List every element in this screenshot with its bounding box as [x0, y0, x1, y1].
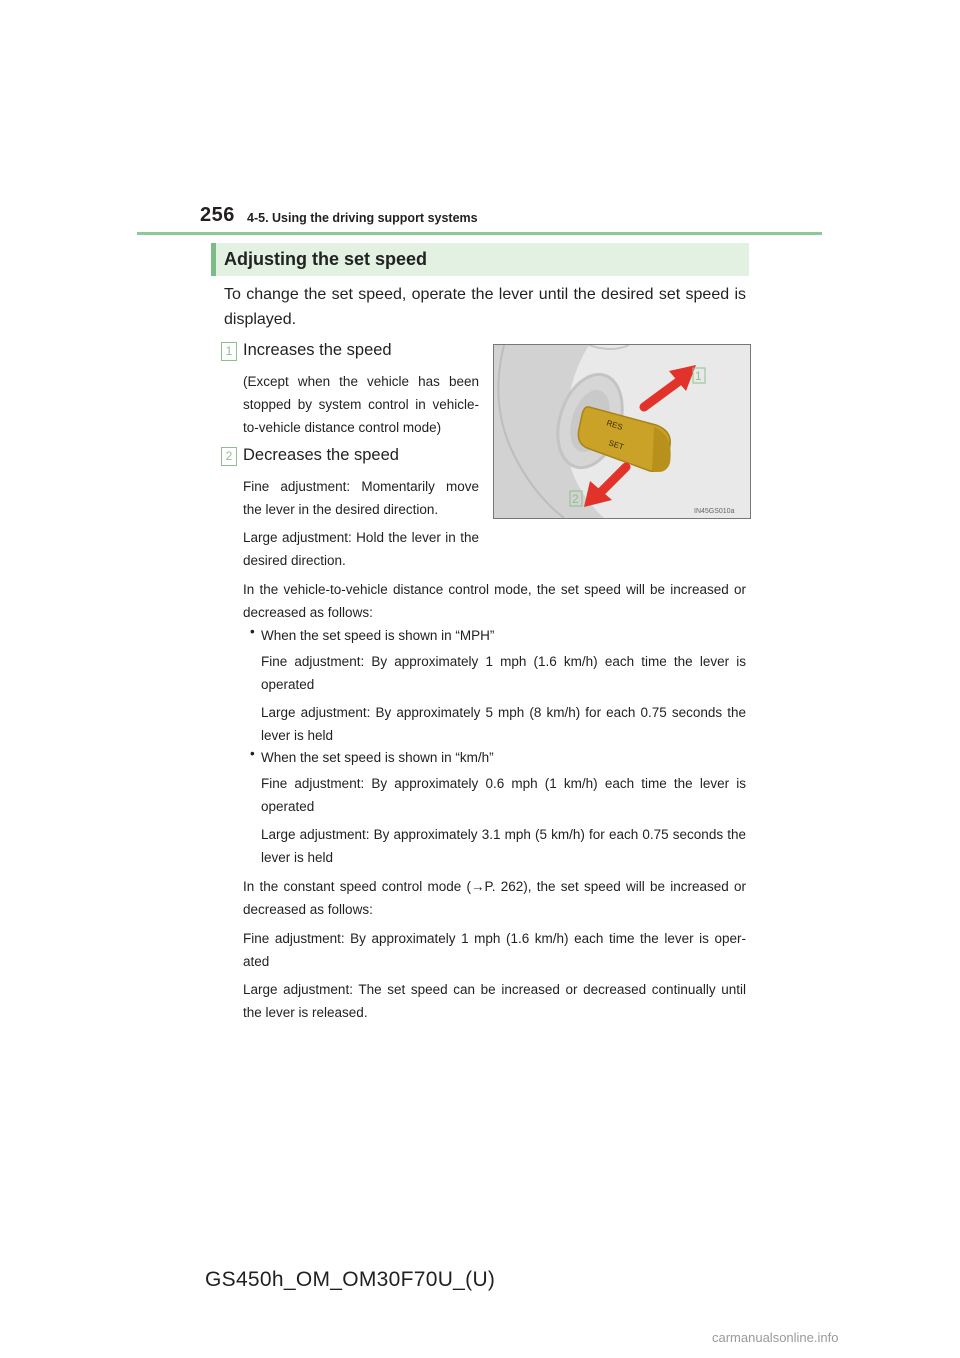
- watermark-link[interactable]: carmanualsonline.info: [712, 1330, 839, 1345]
- lever-label-set: SET: [607, 438, 625, 452]
- number-1-icon: 1: [221, 342, 237, 361]
- v2v-mph-fine: Fine adjustment: By approximately 1 mph (1.6 km/h) each time the lever is operated: [261, 654, 746, 692]
- number-2-icon: 2: [221, 447, 237, 466]
- constant-large: Large adjustment: The set speed can be increased or decreased continually until the lever is released.: [243, 982, 746, 1020]
- header-divider: [137, 232, 822, 235]
- callout-2: 2: [572, 492, 579, 506]
- item-1-note: (Except when the vehicle has been stopped by system control in vehicle-to-vehicle distance control mode): [243, 374, 479, 435]
- heading-accent-bar: [211, 243, 216, 276]
- section-heading: Adjusting the set speed: [224, 249, 428, 269]
- constant-fine: Fine adjustment: By approximately 1 mph (1.6 km/h) each time the lever is oper- ated: [243, 931, 746, 969]
- v2v-intro: In the vehicle-to-vehicle distance control mode, the set speed will be increased or decreased as follows:: [243, 582, 746, 620]
- bullet-kmh-icon: •: [250, 746, 255, 761]
- item-1-badge: [221, 342, 237, 361]
- lever-illustration: [493, 344, 751, 519]
- lever-illustration-svg: [494, 345, 750, 518]
- section-title: 4-5. Using the driving support systems: [247, 211, 478, 225]
- callout-1: 1: [695, 369, 702, 383]
- item-1-title: Increases the speed: [243, 341, 392, 359]
- page-number: 256: [200, 204, 235, 226]
- v2v-mph-large: Large adjustment: By approximately 5 mph (8 km/h) for each 0.75 seconds the lever is held: [261, 705, 746, 743]
- lever-label-res: RES: [605, 418, 624, 432]
- item-2-large-adjustment: Large adjustment: Hold the lever in the desired direction.: [243, 530, 479, 568]
- v2v-kmh-fine: Fine adjustment: By approximately 0.6 mph (1 km/h) each time the lever is operated: [261, 776, 746, 814]
- arrow-right-icon: →: [471, 879, 485, 894]
- v2v-mph-bullet: When the set speed is shown in “MPH”: [261, 628, 495, 643]
- figure-code: IN45GS010a: [694, 508, 735, 515]
- item-2-title: Decreases the speed: [243, 446, 399, 464]
- document-code: GS450h_OM_OM30F70U_(U): [205, 1268, 496, 1291]
- v2v-kmh-large: Large adjustment: By approximately 3.1 mph (5 km/h) for each 0.75 seconds the lever is held: [261, 827, 746, 865]
- item-2-fine-adjustment: Fine adjustment: Momentarily move the lever in the desired direction.: [243, 479, 479, 517]
- constant-intro: In the constant speed control mode (→P. 262), the set speed will be increased or decreased as follows:: [243, 879, 746, 917]
- v2v-kmh-bullet: When the set speed is shown in “km/h”: [261, 750, 494, 765]
- intro-paragraph: To change the set speed, operate the lever until the desired set speed is displayed.: [224, 286, 746, 328]
- page-reference-link[interactable]: P. 262: [484, 879, 524, 894]
- item-2-badge: [221, 447, 237, 466]
- bullet-mph-icon: •: [250, 624, 255, 639]
